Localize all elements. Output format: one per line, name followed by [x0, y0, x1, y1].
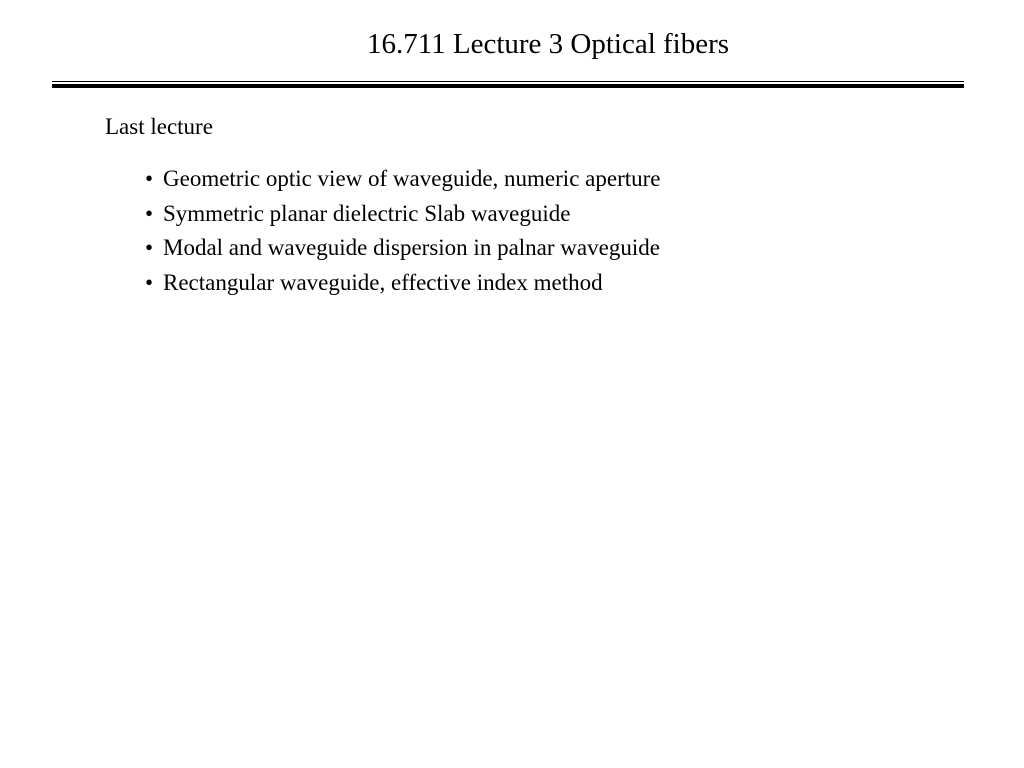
title-rule-thick [52, 84, 964, 88]
bullet-text: Geometric optic view of waveguide, numeric aperture [163, 166, 661, 191]
bullet-text: Rectangular waveguide, effective index method [163, 269, 603, 295]
bullet-icon: • [145, 166, 154, 191]
bullet-text: Symmetric planar dielectric Slab waveguide [163, 200, 571, 226]
bullet-item [145, 197, 661, 232]
bullet-text: Modal and waveguide dispersion in palnar waveguide [163, 235, 660, 260]
bullet-icon: • [145, 269, 154, 295]
title-rule-thin [52, 81, 964, 82]
bullet-icon: • [145, 200, 154, 226]
slide-title: 16.711 Lecture 3 Optical fibers [366, 28, 730, 60]
bullet-item [145, 162, 661, 197]
bullet-list [145, 162, 661, 300]
bullet-item [145, 231, 661, 266]
bullet-item [145, 266, 661, 301]
bullet-icon: • [145, 235, 154, 260]
section-heading: Last lecture [105, 114, 213, 139]
